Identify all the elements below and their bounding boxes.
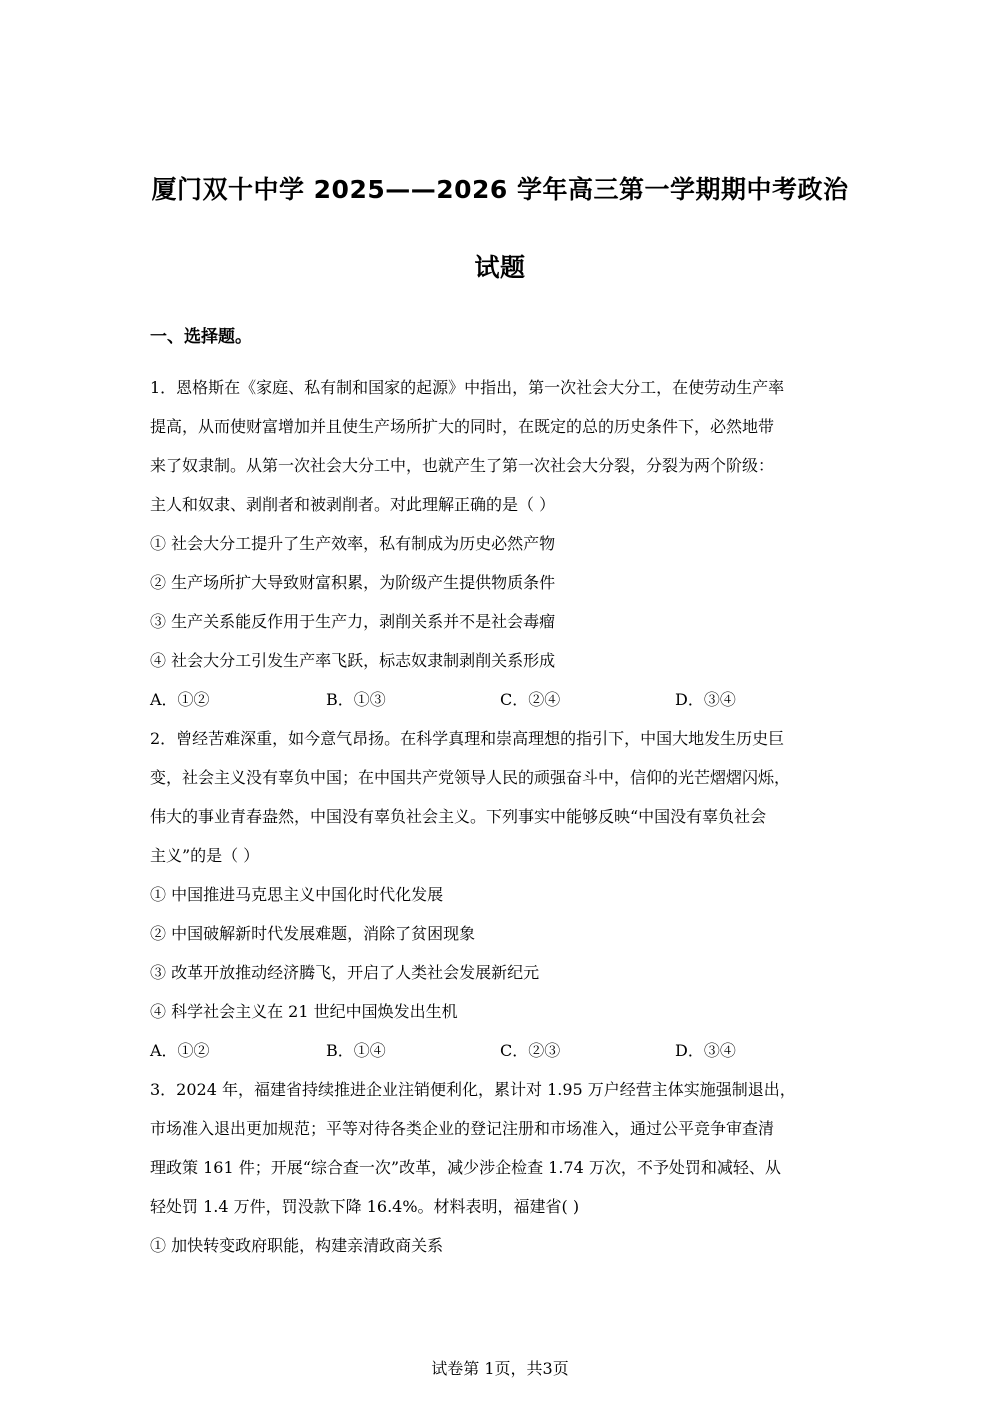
question-stem-line: 伟大的事业青春盎然，中国没有辜负社会主义。下列事实中能够反映“中国没有辜负社会	[150, 807, 767, 826]
question-stem-line: 3．2024 年，福建省持续推进企业注销便利化，累计对 1.95 万户经营主体实施强制退出，	[150, 1080, 796, 1099]
statement-3: ③ 改革开放推动经济腾飞，开启了人类社会发展新纪元	[150, 963, 540, 982]
page-footer: 试卷第 1页，共3页	[431, 1359, 569, 1378]
statement-1: ① 加快转变政府职能，构建亲清政商关系	[150, 1236, 444, 1255]
option-c: C．②③	[500, 1041, 561, 1060]
question-stem-line: 主人和奴隶、剥削者和被剥削者。对此理解正确的是（ ）	[150, 495, 556, 514]
option-b: B．①④	[326, 1041, 386, 1060]
option-d: D．③④	[675, 690, 736, 709]
statement-2: ② 生产场所扩大导致财富积累，为阶级产生提供物质条件	[150, 573, 556, 592]
option-a: A．①②	[150, 1041, 210, 1060]
statement-4: ④ 科学社会主义在 21 世纪中国焕发出生机	[150, 1002, 458, 1021]
option-a: A．①②	[150, 690, 210, 709]
statement-2: ② 中国破解新时代发展难题，消除了贫困现象	[150, 924, 476, 943]
question-stem-line: 市场准入退出更加规范；平等对待各类企业的登记注册和市场准入，通过公平竞争审查清	[150, 1119, 775, 1138]
question-stem-line: 2．曾经苦难深重，如今意气昂扬。在科学真理和崇高理想的指引下，中国大地发生历史巨	[150, 729, 785, 748]
question-stem-line: 提高，从而使财富增加并且使生产场所扩大的同时，在既定的总的历史条件下，必然地带	[150, 417, 775, 436]
statement-4: ④ 社会大分工引发生产率飞跃，标志奴隶制剥削关系形成	[150, 651, 556, 670]
document-title: 厦门双十中学 2025——2026 学年高三第一学期期中考政治	[151, 175, 849, 204]
question-stem-line: 主义”的是（ ）	[150, 846, 260, 865]
statement-3: ③ 生产关系能反作用于生产力，剥削关系并不是社会毒瘤	[150, 612, 556, 631]
statement-1: ① 中国推进马克思主义中国化时代化发展	[150, 885, 444, 904]
option-c: C．②④	[500, 690, 561, 709]
question-stem-line: 变，社会主义没有辜负中国；在中国共产党领导人民的顽强奋斗中，信仰的光芒熠熠闪烁，	[150, 768, 791, 787]
question-stem-line: 轻处罚 1.4 万件，罚没款下降 16.4%。材料表明，福建省( )	[150, 1197, 580, 1216]
question-stem-line: 理政策 161 件；开展“综合查一次”改革，减少涉企检查 1.74 万次，不予处罚和减轻、从	[150, 1158, 781, 1177]
option-d: D．③④	[675, 1041, 736, 1060]
document-title-continued: 试题	[474, 253, 526, 282]
section-heading: 一、选择题。	[150, 327, 252, 347]
question-stem-line: 1．恩格斯在《家庭、私有制和国家的起源》中指出，第一次社会大分工，在使劳动生产率	[150, 378, 785, 397]
option-b: B．①③	[326, 690, 386, 709]
statement-1: ① 社会大分工提升了生产效率，私有制成为历史必然产物	[150, 534, 556, 553]
question-stem-line: 来了奴隶制。从第一次社会大分工中，也就产生了第一次社会大分裂，分裂为两个阶级：	[150, 456, 775, 475]
